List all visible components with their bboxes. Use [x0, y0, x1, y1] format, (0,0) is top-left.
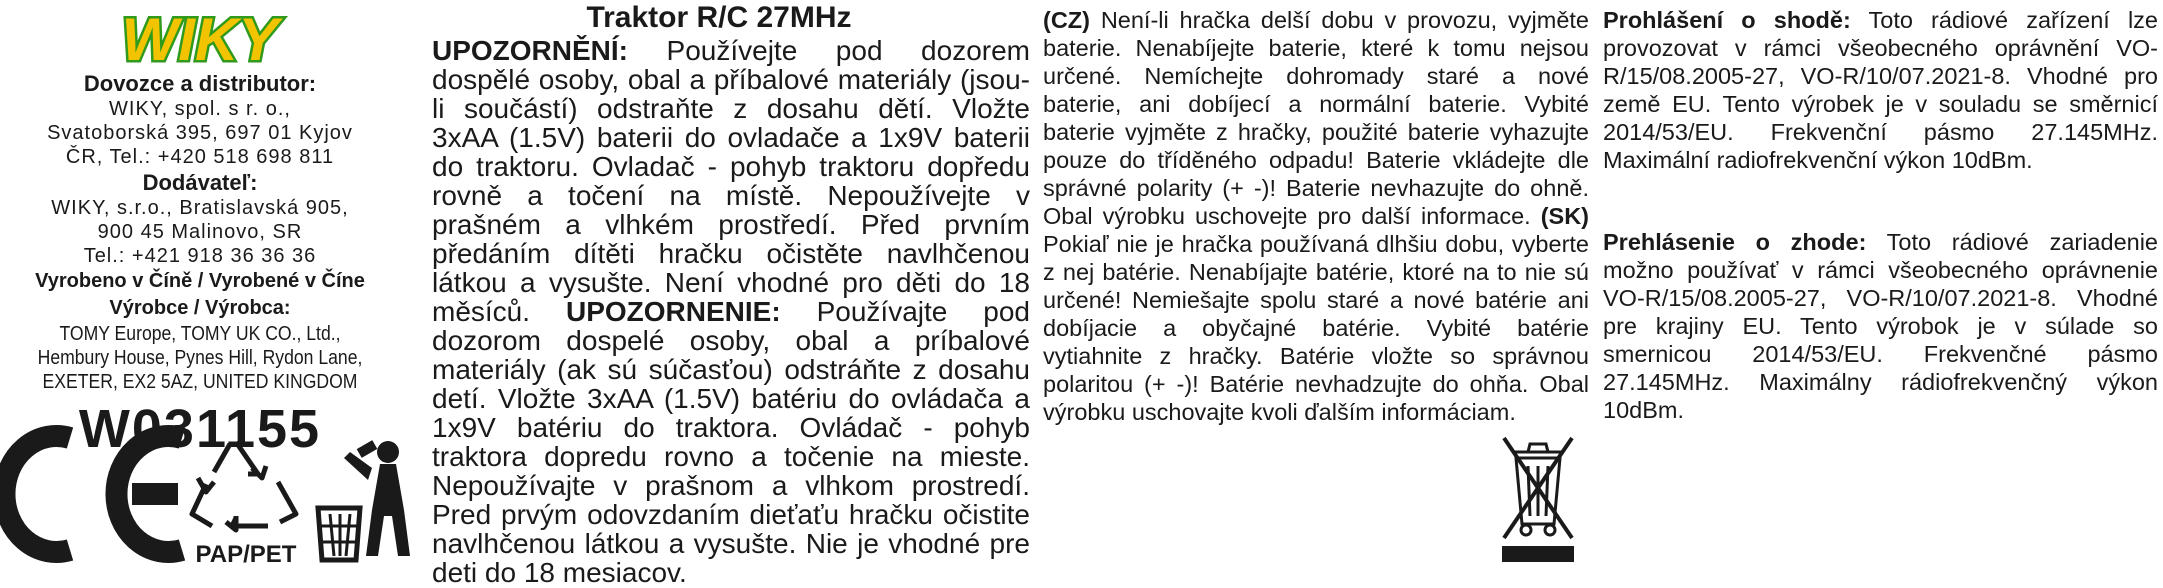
warning-sk-label: UPOZORNENIE:: [565, 296, 781, 327]
warning-cz-text: Používejte pod dozorem dospělé osoby, obal a příbalové materiály (jsou-li součástí) odstraňte z dosahu dětí. Vložte 3xAA (1.5V) baterii do ovladače a 1x9V baterii do traktoru. Ovladač - pohyb traktoru dopředu rovně a točení na místě. Nepoužívejte v prašném a vlhkém prostředí. Před prvním předáním dítěti hračku očistěte navlhčenou látkou a vysušte. Není vhodné pro děti do 18 měsíců.: [432, 35, 1030, 327]
warnings-text: [432, 36, 1030, 587]
recycle-icon: [192, 442, 296, 530]
warnings-column: [432, 0, 1030, 587]
supplier-heading: Dodávateľ:: [142, 170, 258, 195]
battery-sk-label: (SK): [1540, 203, 1589, 229]
supplier-line-2: 900 45 Malinovo, SR: [97, 221, 303, 243]
manufacturer-line-1: TOMY Europe, TOMY UK CO., Ltd.,: [59, 323, 341, 345]
product-title: Traktor R/C 27MHz: [586, 1, 852, 34]
importer-line-3: ČR, Tel.: +420 518 698 811: [65, 146, 335, 168]
warning-sk-text: Používajte pod dozorom dospelé osoby, obal a príbalové materiály (ak sú súčasťou) odstráňte z dosahu detí. Vložte 3xAA (1.5V) batériu do ovládača a 1x9V batériu do traktora. Ovládač - pohyb traktora dopredu rovno a točenie na mieste. Nepoužívajte v prašnom a vlhkom prostredí. Pred prvým odovzdaním dieťaťu hračku očistite navlhčenou látkou a vysušte. Nie je vhodné pre deti do 18 mesiacov.: [432, 296, 1030, 588]
declaration-cz-text: Toto rádiové zařízení lze provozovat v rámci všeobecného oprávnění VO-R/15/08.2005-27, VO-R/10/07.2021-8. Vhodné pro země EU. Tento výrobek je v souladu se směrnicí 2014/53/EU. Frekvenční pásmo 27.145MHz. Maximální radiofrekvenční výkon 10dBm.: [1603, 7, 2159, 173]
supplier-line-3: Tel.: +421 918 36 36 36: [83, 245, 317, 267]
battery-cz-text: Není-li hračka delší dobu v provozu, vyjměte baterie. Nenabíjejte baterie, které k tomu nejsou určené. Nemíchejte dohromady staré a nové baterie, ani dobíjecí a normální baterie. Vybité baterie vyjměte z hračky, použité baterie vyhazujte pouze do tříděného odpadu! Baterie vkládejte dle správné polarity (+ -)! Baterie nevhazujte do ohně. Obal výrobku uschovejte pro další informace.: [1043, 7, 1589, 229]
battery-column: [1043, 0, 1589, 426]
ce-mark-icon: [4, 436, 182, 552]
wiky-logo: [90, 6, 310, 70]
battery-sk-text: Pokiaľ nie je hračka používaná dlhšiu dobu, vyberte z nej batérie. Nenabíjajte batérie, ktoré na to nie sú určené! Nemiešajte spolu staré a nové batérie ani dobíjacie a obyčajné batérie. Vybité batérie vytiahnite z hračky. Batérie vložte so správnou polaritou (+ -)! Batérie nevhadzujte do ohňa. Obal výrobku uschovajte kvoli ďalším informáciam.: [1043, 231, 1589, 425]
made-in: Vyrobeno v Číně / Vyrobené v Číne: [35, 270, 365, 292]
declaration-cz-label: Prohlášení o shodě:: [1603, 7, 1851, 33]
manufacturer-line-2: Hembury House, Pynes Hill, Rydon Lane,: [37, 347, 363, 369]
battery-text: [1043, 6, 1589, 426]
recycle-label: PAP/PET: [195, 541, 297, 568]
declaration-column: [1603, 0, 2158, 424]
declaration-sk: [1603, 228, 2158, 424]
declaration-cz: [1603, 6, 2158, 174]
manufacturer-line-3: EXETER, EX2 5AZ, UNITED KINGDOM: [42, 371, 358, 393]
supplier-line-1: WIKY, s.r.o., Bratislavská 905,: [51, 197, 349, 219]
declaration-sk-label: Prehlásenie o zhode:: [1603, 229, 1867, 255]
importer-heading: Dovozce a distributor:: [83, 71, 317, 96]
logo-text: WIKY: [121, 6, 279, 70]
symbols-row: [0, 422, 420, 568]
crossed-bin-icon: [1498, 428, 1578, 562]
warning-cz-label: UPOZORNĚNÍ:: [432, 35, 628, 66]
importer-column: [0, 0, 400, 459]
importer-line-1: WIKY, spol. s r. o.,: [109, 98, 291, 120]
battery-cz-label: (CZ): [1043, 7, 1090, 33]
manufacturer-heading: Výrobce / Výrobca:: [109, 297, 291, 319]
importer-line-2: Svatoborská 395, 697 01 Kyjov: [47, 122, 353, 144]
declaration-sk-text: Toto rádiové zariadenie možno používať v rámci všeobecného oprávnenie VO-R/15/08.2005-27, VO-R/10/07.2021-8. Vhodné pre krajiny EU. Tento výrobok je v súlade so smernicou 2014/53/EU. Frekvenčné pásmo 27.145MHz. Maximálny rádiofrekvenčný výkon 10dBm.: [1603, 229, 2159, 423]
tidyman-icon: [318, 440, 410, 560]
product-code: W031155: [78, 399, 322, 459]
